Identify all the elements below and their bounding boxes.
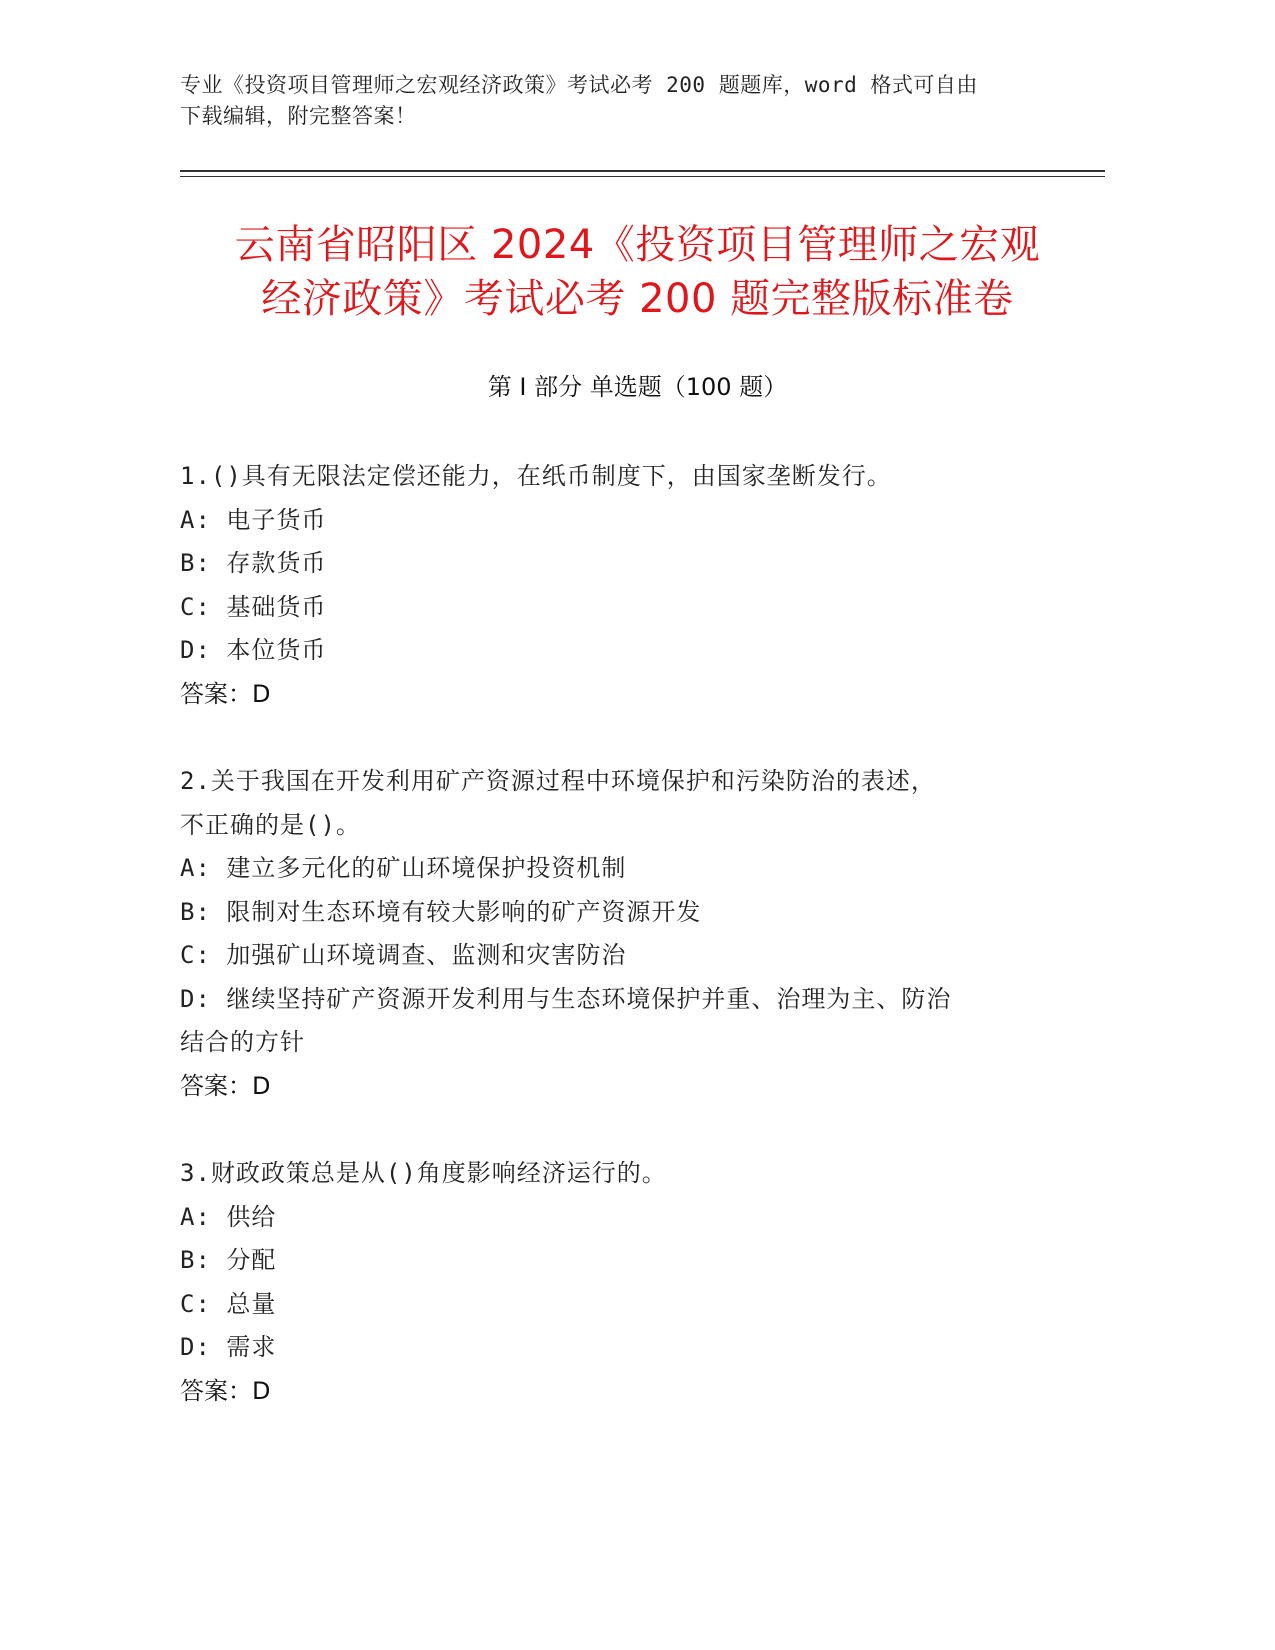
option-d: D: 需求 (180, 1333, 277, 1361)
header-note-line-2: 下载编辑，附完整答案！ (180, 104, 417, 128)
question-stem: 1.()具有无限法定偿还能力，在纸币制度下，由国家垄断发行。 (180, 462, 892, 490)
option-d: D: 本位货币 (180, 636, 327, 664)
option-c: C: 加强矿山环境调查、监测和灾害防治 (180, 941, 627, 969)
question-list (180, 455, 1040, 1413)
question-2 (180, 760, 1040, 1108)
question-stem: 3.财政政策总是从()角度影响经济运行的。 (180, 1159, 667, 1187)
question-3 (180, 1152, 1040, 1413)
option-a: A: 供给 (180, 1202, 277, 1231)
question-stem: 2.关于我国在开发利用矿产资源过程中环境保护和污染防治的表述， (180, 767, 936, 795)
option-d: D: 继续坚持矿产资源开发利用与生态环境保护并重、治理为主、防治 (180, 984, 952, 1013)
question-spacer (180, 716, 1040, 760)
question-spacer (180, 1108, 1040, 1152)
question-stem-continued: 不正确的是()。 (180, 810, 361, 839)
answer: 答案：D (180, 1071, 271, 1100)
option-c: C: 总量 (180, 1289, 277, 1318)
header-note-line-1: 专业《投资项目管理师之宏观经济政策》考试必考 200 题题库，word 格式可自由 (180, 73, 978, 97)
header-divider-thick (180, 170, 1105, 172)
option-d-continued: 结合的方针 (180, 1028, 305, 1056)
question-1 (180, 455, 1040, 716)
document-title (150, 218, 1125, 326)
document-header-note (180, 70, 1060, 132)
option-b: B: 限制对生态环境有较大影响的矿产资源开发 (180, 897, 702, 926)
title-line-1: 云南省昭阳区 2024《投资项目管理师之宏观 (234, 222, 1041, 268)
option-b: B: 存款货币 (180, 549, 327, 577)
answer: 答案：D (180, 1376, 271, 1405)
header-divider-thin (180, 176, 1105, 177)
answer: 答案：D (180, 679, 271, 708)
option-c: C: 基础货币 (180, 592, 327, 621)
section-heading: 第 I 部分 单选题（100 题） (487, 373, 788, 401)
option-a: A: 电子货币 (180, 505, 327, 534)
option-b: B: 分配 (180, 1246, 277, 1274)
option-a: A: 建立多元化的矿山环境保护投资机制 (180, 854, 627, 882)
title-line-2: 经济政策》考试必考 200 题完整版标准卷 (261, 276, 1014, 322)
